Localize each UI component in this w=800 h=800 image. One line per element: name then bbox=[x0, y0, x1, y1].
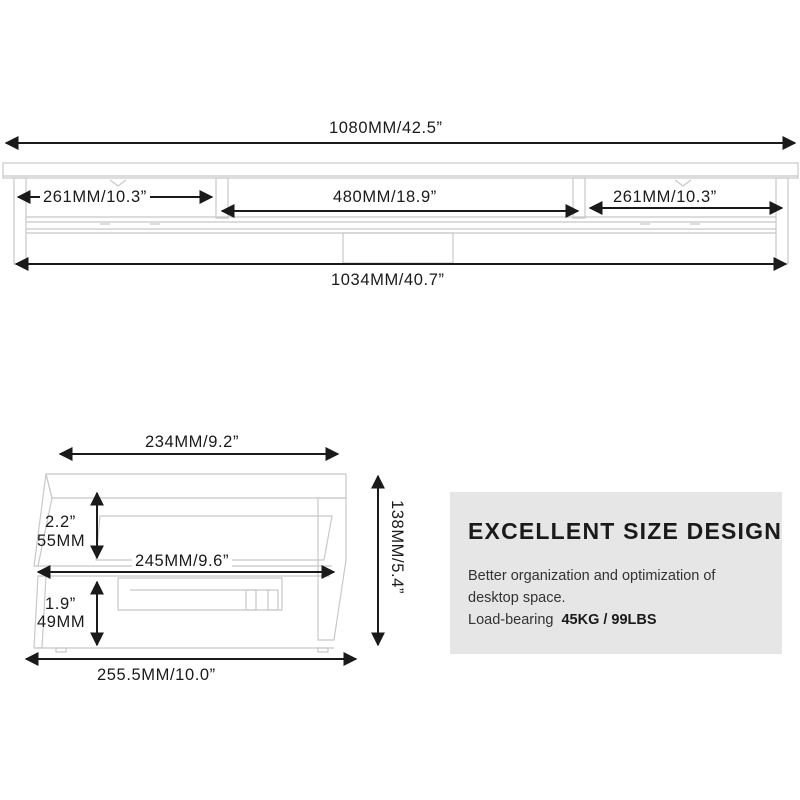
right-section-label: 261MM/10.3” bbox=[610, 187, 720, 207]
info-panel bbox=[450, 492, 782, 654]
info-line-1: Better organization and optimization of bbox=[468, 568, 716, 584]
load-bearing-value: 45KG / 99LBS bbox=[561, 612, 657, 628]
upper-height-mm-label: 55MM bbox=[37, 532, 86, 550]
lower-height-mm-label: 49MM bbox=[37, 613, 86, 631]
load-bearing-label: Load-bearing bbox=[468, 612, 554, 628]
left-section-label: 261MM/10.3” bbox=[40, 187, 150, 207]
overall-width-label: 1080MM/42.5” bbox=[329, 119, 443, 137]
info-title: EXCELLENT SIZE DESIGN bbox=[468, 518, 783, 544]
base-width-label: 1034MM/40.7” bbox=[331, 271, 445, 289]
info-line-2: desktop space. bbox=[468, 590, 566, 606]
front-view-outline bbox=[3, 163, 798, 264]
lower-height-in-label: 1.9” bbox=[45, 595, 76, 613]
top-depth-label: 234MM/9.2” bbox=[145, 433, 240, 451]
base-depth-label: 255.5MM/10.0” bbox=[97, 666, 216, 684]
total-height-label: 138MM/5.4” bbox=[388, 500, 406, 595]
mid-depth-label: 245MM/9.6” bbox=[132, 551, 232, 571]
load-bearing-line bbox=[468, 612, 657, 628]
upper-height-in-label: 2.2” bbox=[45, 513, 76, 531]
middle-section-label: 480MM/18.9” bbox=[330, 187, 440, 207]
